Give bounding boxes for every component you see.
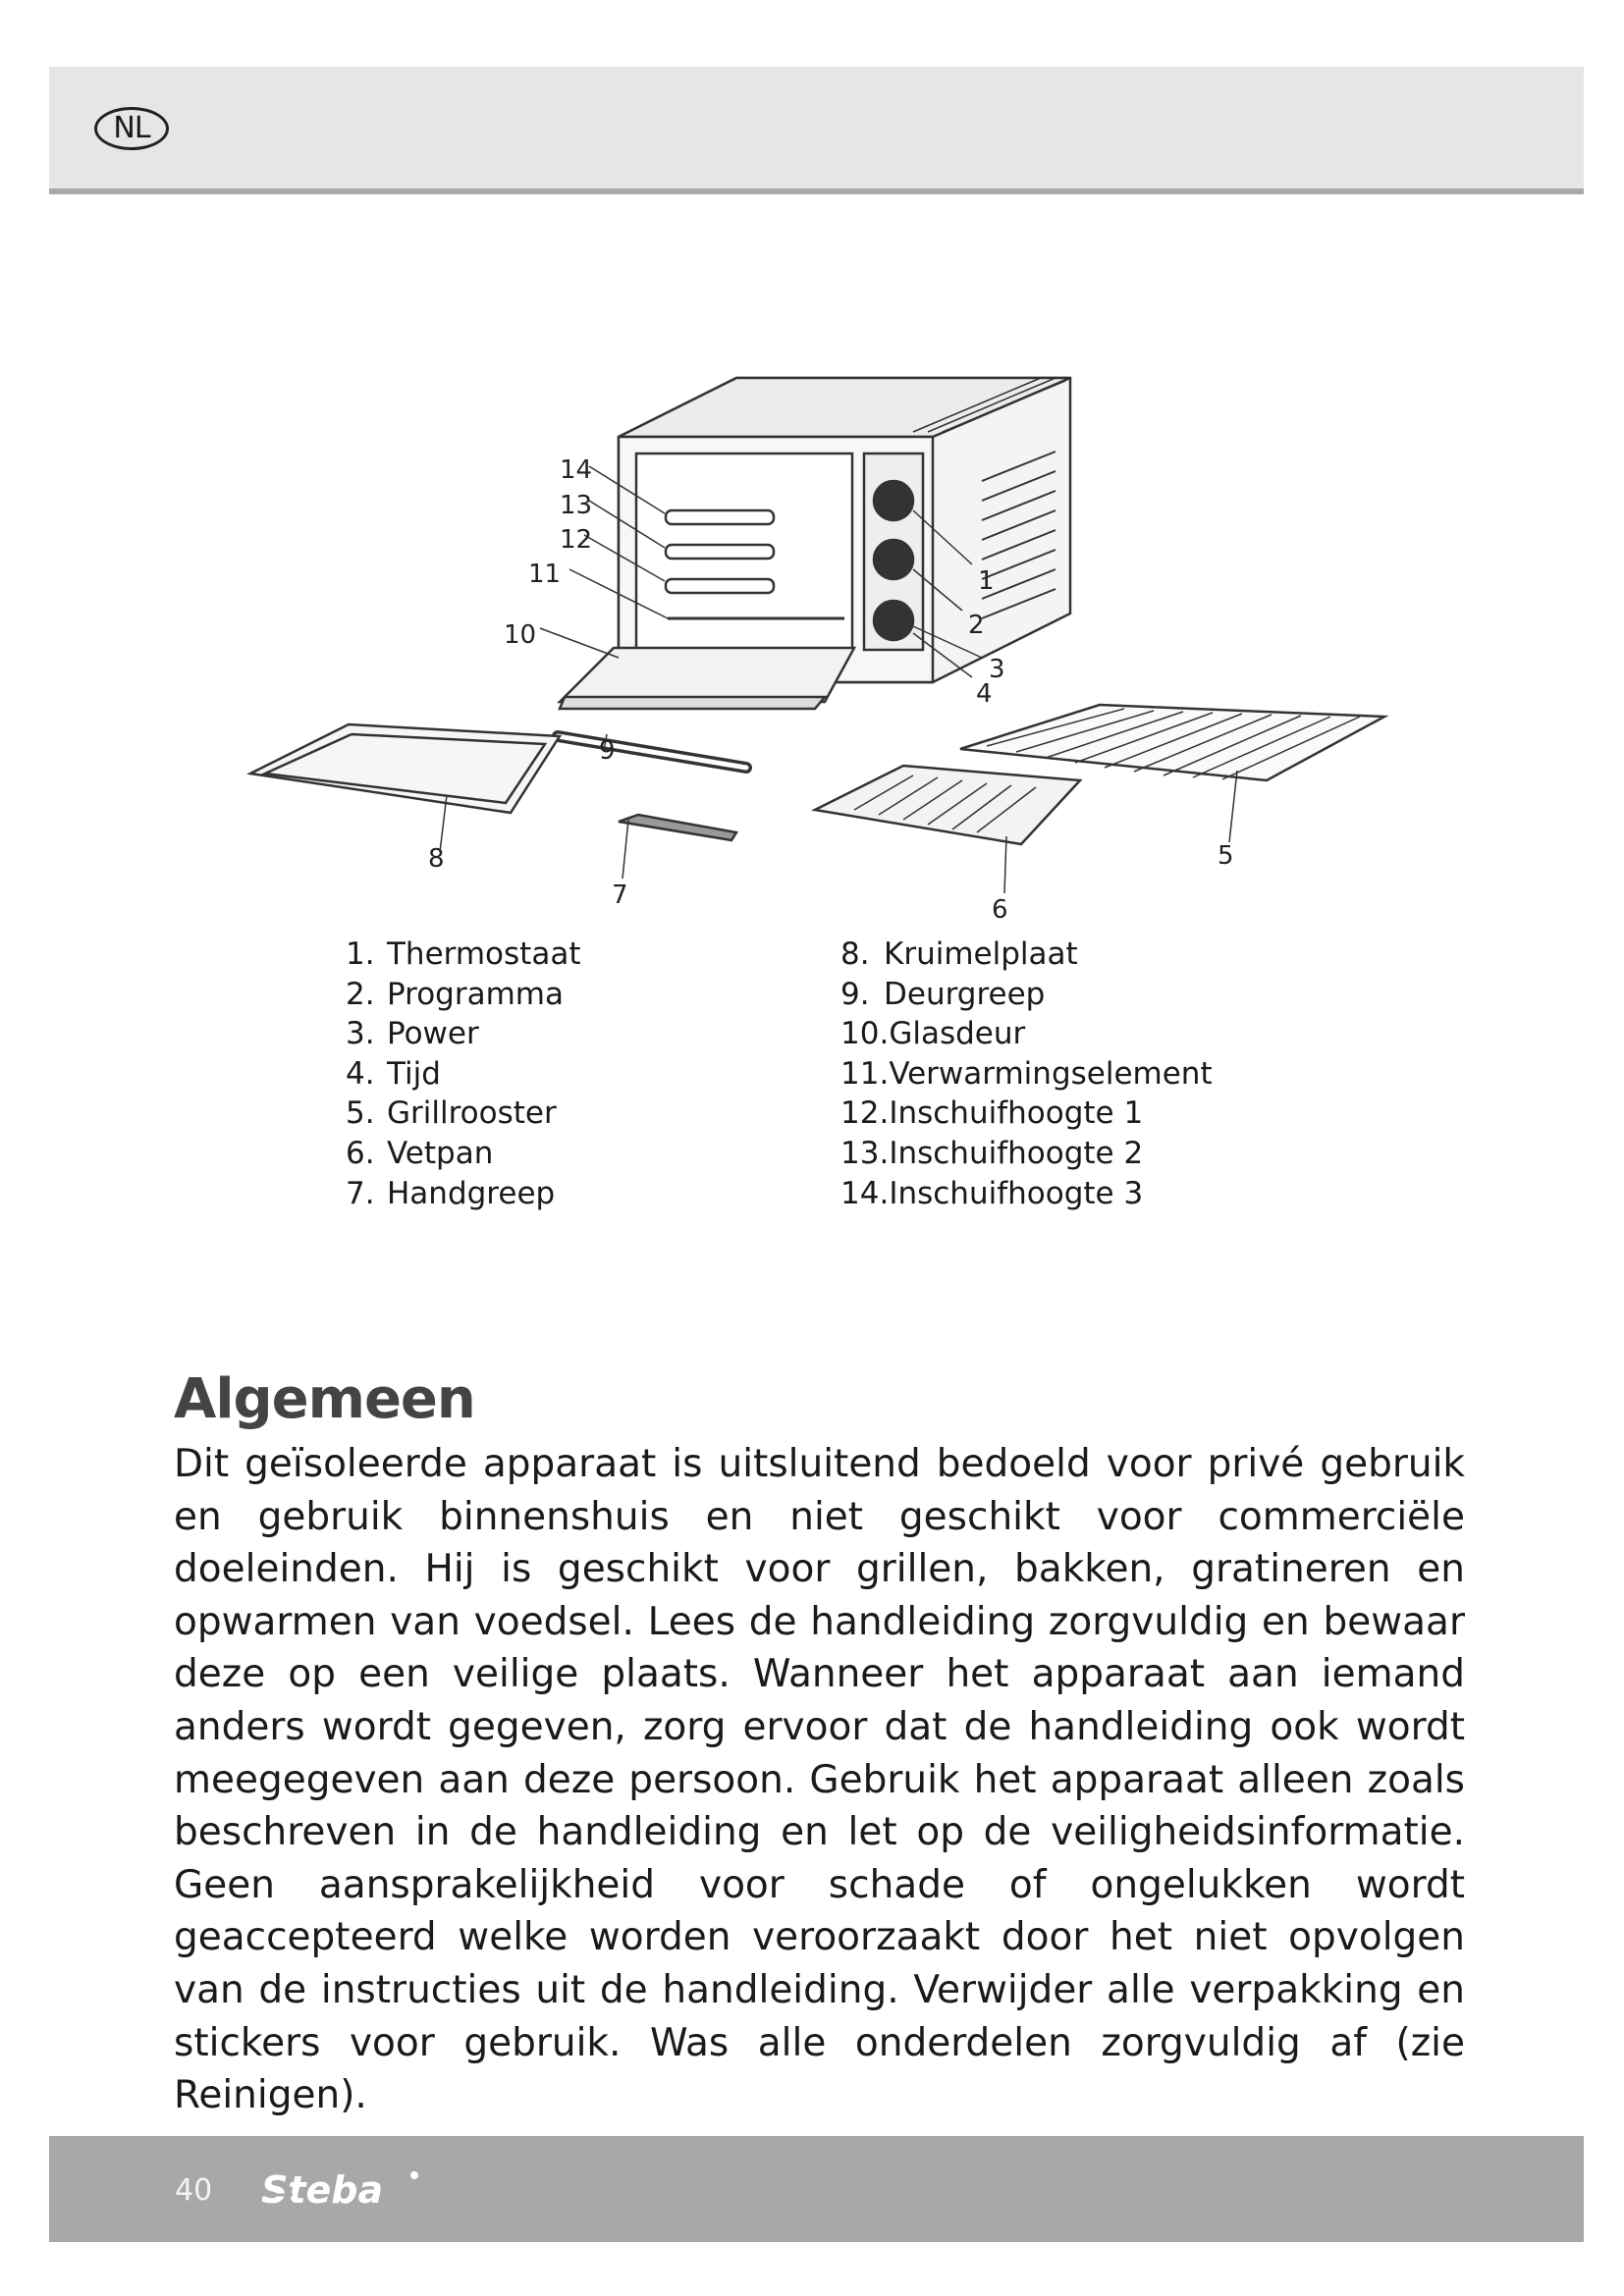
callout-11: 11 — [528, 560, 562, 589]
legend-item: 7. Handgreep — [346, 1175, 556, 1211]
callout-13: 13 — [560, 491, 593, 520]
legend-item: 5. Grillrooster — [346, 1095, 557, 1132]
callout-4: 4 — [976, 679, 993, 709]
legend-item: 6. Vetpan — [346, 1135, 494, 1171]
oven-parts-diagram — [226, 363, 1394, 933]
legend-item: 8. Kruimelplaat — [840, 936, 1078, 972]
callout-6: 6 — [992, 895, 1008, 925]
callout-8: 8 — [428, 844, 445, 874]
wire-rack — [960, 705, 1384, 780]
callout-9: 9 — [599, 736, 616, 766]
grill-handle — [619, 815, 736, 840]
callout-5: 5 — [1218, 841, 1234, 871]
glass-door — [560, 648, 854, 702]
callout-7: 7 — [612, 881, 628, 910]
svg-text:Steba: Steba — [261, 2168, 384, 2212]
legend-item: 12.Inschuifhoogte 1 — [840, 1095, 1144, 1132]
callout-2: 2 — [968, 611, 985, 640]
oven-drawing — [250, 378, 1384, 844]
knob-program — [874, 540, 913, 579]
callout-12: 12 — [560, 525, 593, 555]
section-body-text: Dit geïsoleerde apparaat is uitsluitend bedoeld voor privé gebruik en gebruik binnenshuis en niet geschikt voor commerciële doeleinden. Hij is geschikt voor grillen, bakken, gratineren en opwarmen van voedsel. Lees de handleiding zorgvuldig en bewaar deze op een veilige plaats. Wanneer het apparaat aan iemand anders wordt gegeven, zorg ervoor dat de handleiding ook wordt meegegeven aan deze persoon. Gebruik het apparaat alleen zoals beschreven in de handleiding en let op de veiligheidsinformatie. Geen aansprakelijkheid voor schade of ongelukken wordt geaccepteerd welke worden veroorzaakt door het niet opvolgen van de instructies uit de handleiding. Verwijder alle verpakking en stickers voor gebruik. Was alle onderdelen zorgvuldig af (zie Reinigen). — [174, 1442, 1465, 2118]
language-badge: NL — [94, 107, 169, 150]
header-bar — [49, 67, 1584, 194]
footer-bar — [49, 2136, 1584, 2242]
legend-item: 2. Programma — [346, 976, 564, 1012]
callout-1: 1 — [978, 566, 995, 596]
legend-item: 14.Inschuifhoogte 3 — [840, 1175, 1144, 1211]
legend-item: 9. Deurgreep — [840, 976, 1046, 1012]
drip-pan — [815, 766, 1080, 844]
callout-3: 3 — [989, 655, 1005, 684]
parts-legend-left — [346, 934, 580, 1213]
steba-logo — [257, 2165, 473, 2215]
legend-item: 10.Glasdeur — [840, 1016, 1026, 1052]
legend-item: 13.Inschuifhoogte 2 — [840, 1135, 1144, 1171]
section-title: Algemeen — [174, 1367, 475, 1431]
parts-legend-right — [840, 934, 1213, 1213]
legend-item: 4. Tijd — [346, 1055, 441, 1092]
callout-10: 10 — [504, 620, 537, 650]
legend-item: 1. Thermostaat — [346, 936, 581, 972]
page-number: 40 — [175, 2173, 213, 2208]
legend-item: 11.Verwarmingselement — [840, 1055, 1213, 1092]
knob-timer — [874, 601, 913, 640]
legend-item: 3. Power — [346, 1016, 479, 1052]
callout-14: 14 — [560, 455, 593, 485]
oven-cavity — [636, 454, 852, 650]
knob-thermostat — [874, 481, 913, 520]
